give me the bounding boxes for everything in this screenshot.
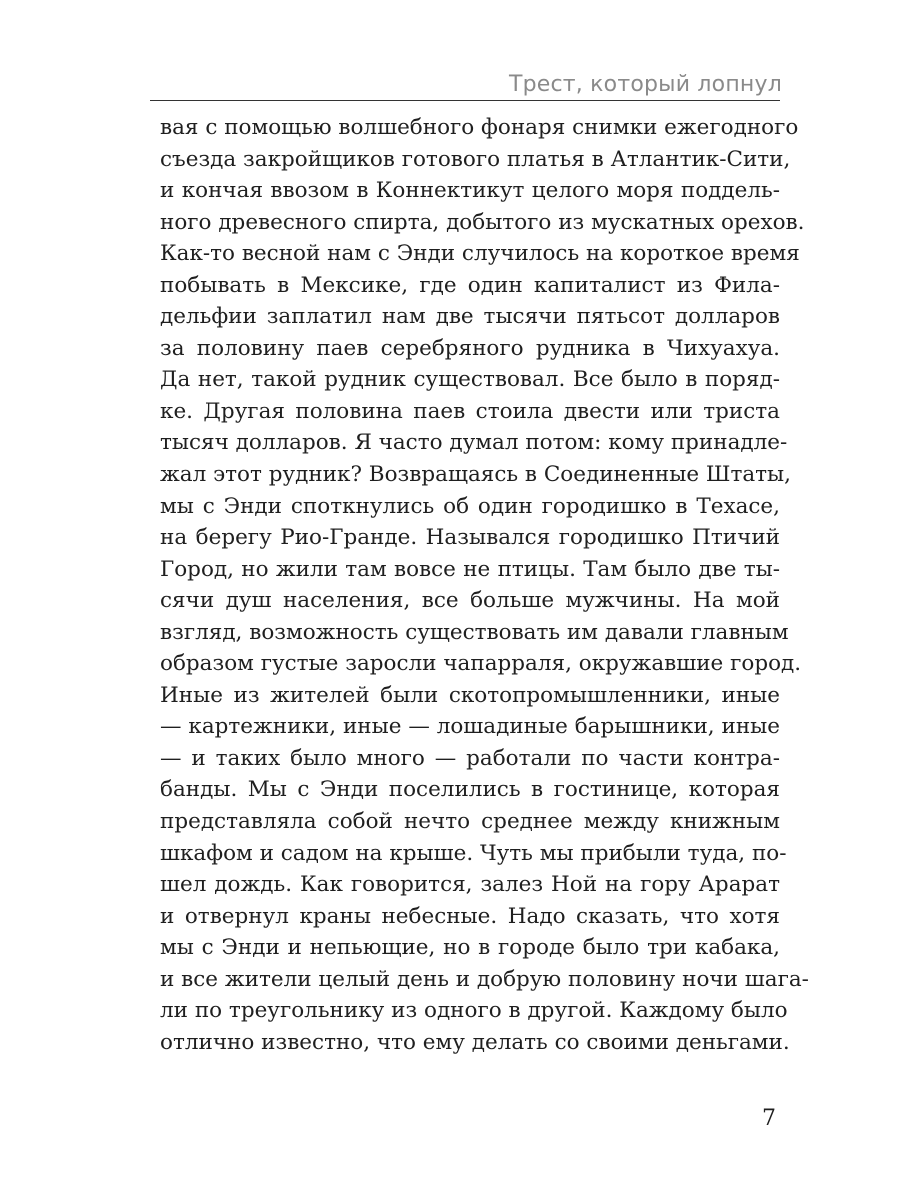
text-line: и все жители целый день и добрую половину ночи шага- [160,966,809,992]
text-line: Как-то весной нам с Энди случилось на короткое время [160,241,800,267]
text-line: банды. Мы с Энди поселились в гостинице, которая [160,777,780,803]
text-line: взгляд, возможность существовать им давали главным [160,619,789,645]
text-line: на берегу Рио-Гранде. Назывался городишко Птичий [160,525,780,551]
text-line: шел дождь. Как говорится, залез Ной на гору Арарат [160,872,780,898]
text-line: побывать в Мексике, где один капиталист из Фила- [160,272,780,298]
text-line: мы с Энди споткнулись об один городишко в Техасе, [160,493,780,519]
text-line: представляла собой нечто среднее между книжным [160,809,780,835]
text-line: вая с помощью волшебного фонаря снимки ежегодного [160,115,799,140]
text-line: тысяч долларов. Я часто думал потом: кому принадле- [160,430,788,456]
text-line: за половину паев серебряного рудника в Чихуахуа. [160,335,780,361]
text-line: и отвернул краны небесные. Надо сказать, что хотя [160,903,780,929]
text-line: — и таких было много — работали по части контра- [160,745,780,771]
text-line: отлично известно, что ему делать со своими деньгами. [160,1029,790,1055]
text-line: мы с Энди и непьющие, но в городе было три кабака, [160,935,780,961]
body-text [160,112,809,1058]
page-number: 7 [762,1106,776,1131]
text-line: ного древесного спирта, добытого из мускатных орехов. [160,209,805,235]
running-header-title: Трест, который лопнул [508,72,782,97]
text-line: шкафом и садом на крыше. Чуть мы прибыли туда, по- [160,840,787,866]
text-line: образом густые заросли чапарраля, окружавшие город. [160,651,802,677]
text-line: жал этот рудник? Возвращаясь в Соединенные Штаты, [160,462,792,488]
header-divider [150,100,780,101]
text-line: Иные из жителей были скотопромышленники, иные [160,682,780,708]
text-line: ли по треугольнику из одного в другой. Каждому было [160,998,788,1024]
text-line: Да нет, такой рудник существовал. Все было в поряд- [160,367,780,393]
text-line: съезда закройщиков готового платья в Атлантик-Сити, [160,146,791,172]
text-line: ке. Другая половина паев стоила двести или триста [160,398,780,424]
text-line: Город, но жили там вовсе не птицы. Там было две ты- [160,556,780,582]
text-line: дельфии заплатил нам две тысячи пятьсот долларов [160,304,780,330]
text-line: сячи душ населения, все больше мужчины. На мой [160,588,780,614]
text-line: и кончая ввозом в Коннектикут целого моря поддель- [160,178,780,204]
text-line: — картежники, иные — лошадиные барышники, иные [160,714,780,740]
